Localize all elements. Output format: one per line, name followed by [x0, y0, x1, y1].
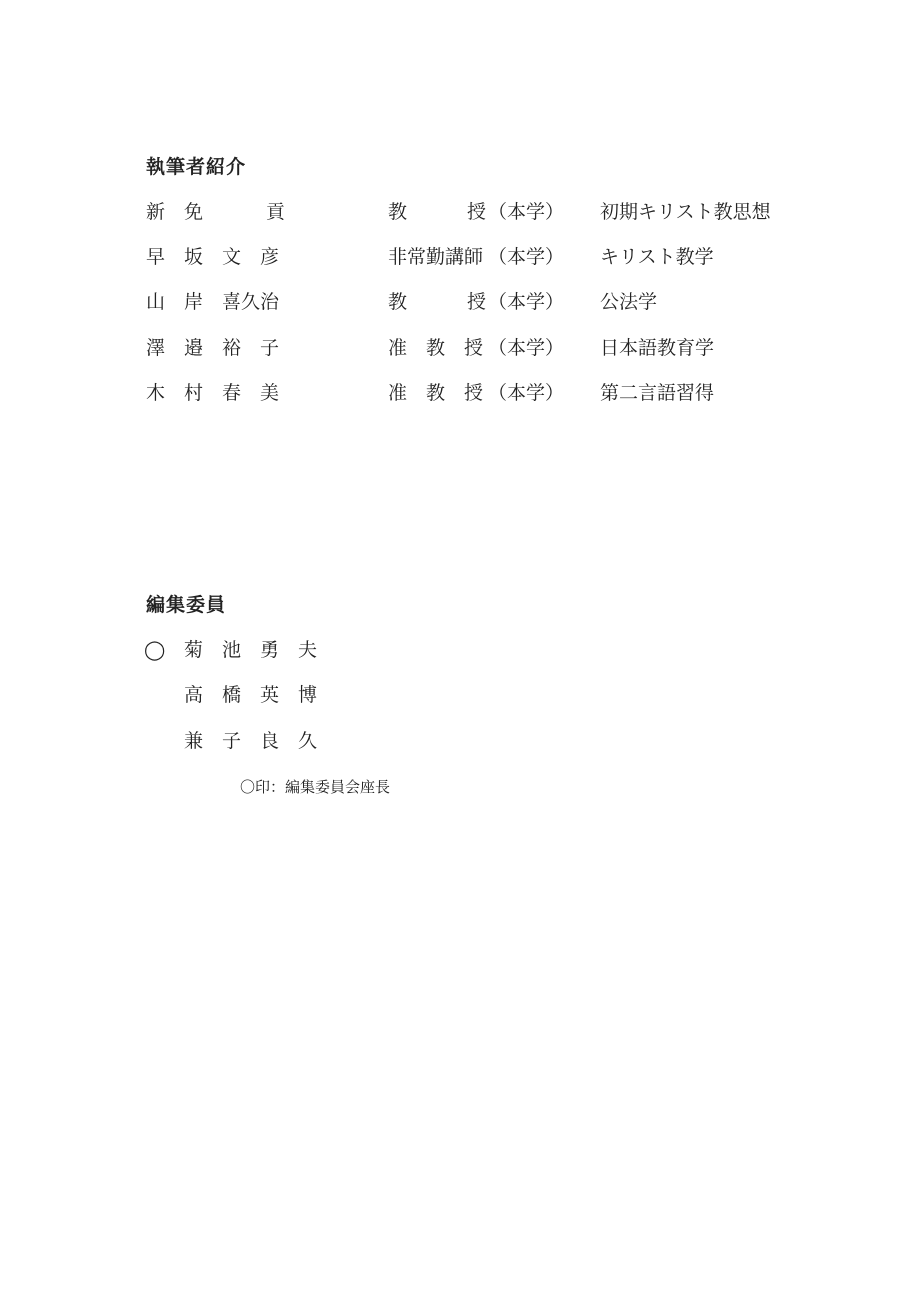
- author-field: 初期キリスト教思想: [600, 201, 771, 223]
- author-affiliation: （本学）: [488, 382, 565, 404]
- author-field: キリスト教学: [600, 246, 714, 268]
- author-name: 木村春美: [146, 382, 299, 404]
- author-name: 早坂文彦: [146, 246, 299, 268]
- editors-heading: 編集委員: [146, 594, 227, 616]
- author-title: 教 授: [388, 201, 487, 223]
- authors-heading: 執筆者紹介: [146, 156, 247, 178]
- chair-mark-icon: ◯: [144, 639, 166, 661]
- author-affiliation: （本学）: [488, 201, 565, 223]
- author-title: 准教授: [388, 337, 503, 359]
- author-row: [0, 288, 917, 316]
- author-row: [0, 334, 917, 362]
- editor-name: 高橋英博: [184, 684, 337, 706]
- editor-row: [0, 636, 917, 664]
- editor-name: 兼子良久: [184, 730, 337, 752]
- editor-row: [0, 681, 917, 709]
- author-name: 新免 貢: [146, 201, 286, 223]
- author-title: 准教授: [388, 382, 503, 404]
- author-name: 澤邉裕子: [146, 337, 299, 359]
- author-affiliation: （本学）: [488, 337, 565, 359]
- author-row: [0, 198, 917, 226]
- author-title: 教 授: [388, 291, 487, 313]
- author-field: 公法学: [600, 291, 658, 313]
- author-affiliation: （本学）: [488, 246, 565, 268]
- author-name: 山岸喜久治: [146, 291, 280, 313]
- editor-row: [0, 727, 917, 755]
- author-row: [0, 379, 917, 407]
- author-field: 日本語教育学: [600, 337, 715, 359]
- author-row: [0, 243, 917, 271]
- author-field: 第二言語習得: [600, 382, 715, 404]
- chair-note: 〇印：編集委員会座長: [240, 778, 391, 796]
- author-affiliation: （本学）: [488, 291, 565, 313]
- author-title: 非常勤講師: [388, 246, 484, 268]
- editor-name: 菊池勇夫: [184, 639, 337, 661]
